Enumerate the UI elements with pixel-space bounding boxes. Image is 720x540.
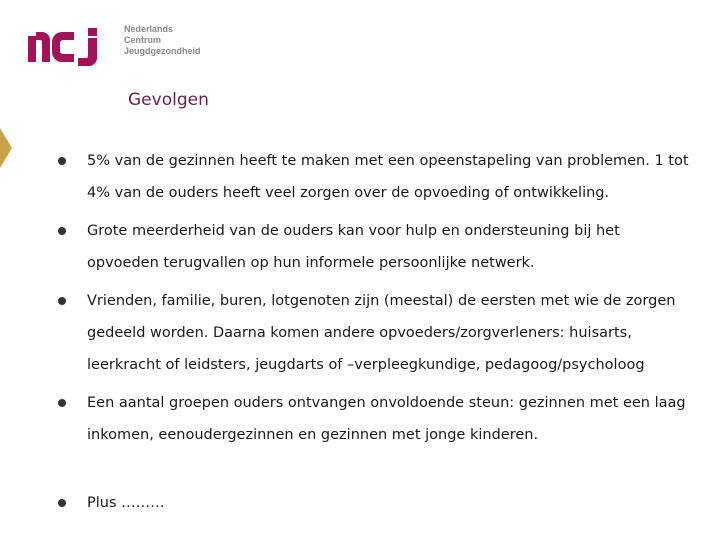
ncj-logo [28,24,208,68]
bullet-dot-icon [58,297,66,305]
logo-line-2: Centrum [124,35,162,45]
logo-text [124,24,201,57]
bullet-text: Plus ……… [87,495,165,511]
bullet-text: Een aantal groepen ouders ontvangen onvoldoende steun: gezinnen met een laag inkomen, eenoudergezinnen en gezinnen met jonge kinderen. [87,395,686,443]
bullet-dot-icon [58,499,66,507]
bullet-item [56,145,696,209]
bullet-dot-icon [58,157,66,165]
logo-line-1: Nederlands [124,24,174,34]
slide-title: Gevolgen [128,90,209,110]
bullet-item [56,387,696,451]
ncj-logo-mark-icon [28,28,118,66]
bullet-item [56,487,696,519]
bullet-item [56,285,696,381]
bullet-text: Vrienden, familie, buren, lotgenoten zijn (meestal) de eersten met wie de zorgen gedeeld worden. Daarna komen andere opvoeders/zorgverleners: huisarts, leerkracht of leidsters, jeugdarts of –verpleegkundige, pedagoog/psycholoog [87,293,676,373]
logo-line-3: Jeugdgezondheid [124,46,201,56]
bullet-dot-icon [58,399,66,407]
bullet-item [56,215,696,279]
side-marker-icon [0,128,12,168]
bullet-dot-icon [58,227,66,235]
bullet-text: 5% van de gezinnen heeft te maken met een opeenstapeling van problemen. 1 tot 4% van de ouders heeft veel zorgen over de opvoeding of ontwikkeling. [87,153,689,201]
bullet-list [56,145,696,525]
bullet-text: Grote meerderheid van de ouders kan voor hulp en ondersteuning bij het opvoeden terugvallen op hun informele persoonlijke netwerk. [87,223,620,271]
